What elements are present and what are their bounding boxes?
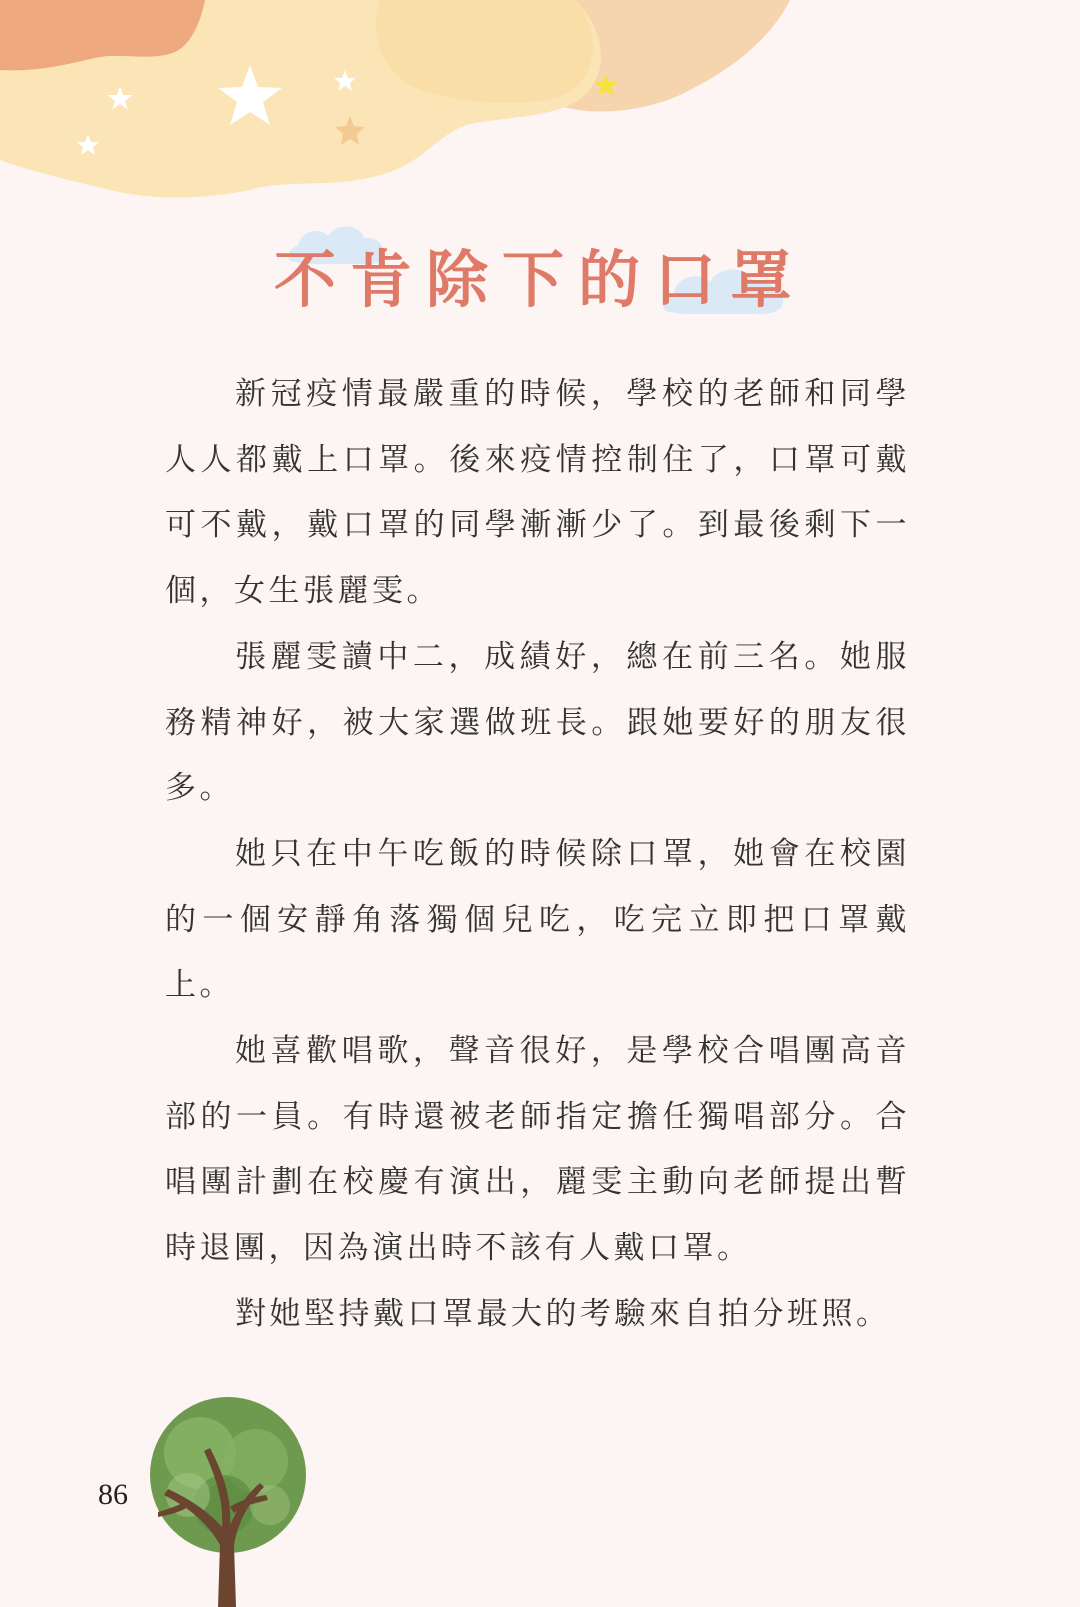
header-cloud-decoration (0, 0, 1080, 210)
page-number: 86 (98, 1478, 128, 1511)
paragraph: 她喜歡唱歌，聲音很好，是學校合唱團高音部的一員。有時還被老師指定擔任獨唱部分。合唱團計劃在校慶有演出，麗雯主動向老師提出暫時退團，因為演出時不該有人戴口罩。 (165, 1033, 910, 1267)
tree-illustration (138, 1395, 318, 1607)
paragraph: 新冠疫情最嚴重的時候，學校的老師和同學人人都戴上口罩。後來疫情控制住了，口罩可戴可不戴，戴口罩的同學漸漸少了。到最後剩下一個，女生張麗雯。 (165, 376, 910, 610)
title-area (0, 210, 1080, 330)
story-title: 不肯除下的口罩 (273, 243, 806, 316)
paragraph: 她只在中午吃飯的時候除口罩，她會在校園的一個安靜角落獨個兒吃，吃完立即把口罩戴上。 (165, 835, 910, 1004)
paragraph: 張麗雯讀中二，成績好，總在前三名。她服務精神好，被大家選做班長。跟她要好的朋友很多。 (165, 638, 910, 807)
story-body (165, 362, 910, 1348)
paragraph: 對她堅持戴口罩最大的考驗來自拍分班照。 (235, 1295, 891, 1332)
